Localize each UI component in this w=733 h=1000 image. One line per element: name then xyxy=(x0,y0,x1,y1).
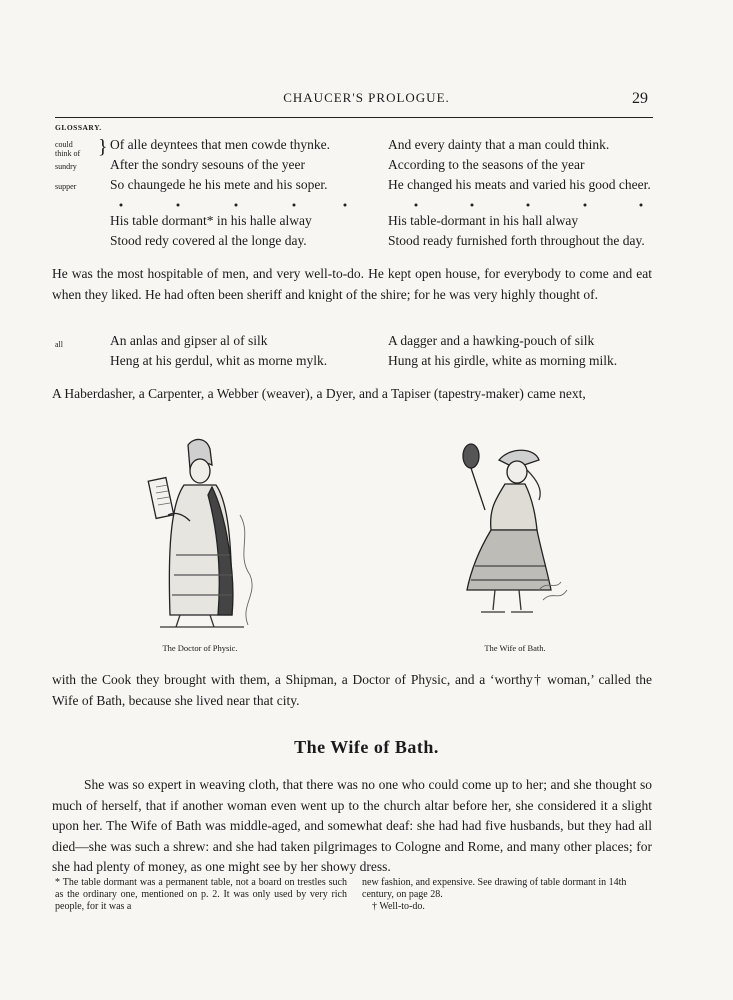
illustration-caption: The Doctor of Physic. xyxy=(162,643,238,653)
footnote-dagger: † Well-to-do. xyxy=(372,901,425,912)
prose-text: A Haberdasher, a Carpenter, a Webber (weaver), a Dyer, and a Tapiser (tapestry-maker) came next, xyxy=(52,386,586,401)
verse-line-modern: According to the seasons of the year xyxy=(388,157,585,172)
prose-paragraph xyxy=(52,383,652,404)
verse-line-modern: Stood ready furnished forth throughout the day. xyxy=(388,233,645,248)
glossary-term: could xyxy=(55,140,73,149)
verse-line-me: Of alle deyntees that men cowde thynke. xyxy=(110,137,331,152)
glossary-term: all xyxy=(55,340,63,349)
glossary-label: GLOSSARY. xyxy=(55,123,102,132)
page-number: 29 xyxy=(632,90,648,107)
footnote-text: * The table dormant was a permanent table, not a board on trestles such as the ordinary one, mentioned on p. 2. It was only used by very rich people, for it was a xyxy=(55,877,347,912)
header-rule xyxy=(55,117,653,118)
prose-text: He was the most hospitable of men, and very well-to-do. He kept open house, for everybody to come and eat when they liked. He had often been sheriff and knight of the shire; for he was very highly thought of. xyxy=(52,266,652,302)
footnote-right xyxy=(362,877,654,913)
footnote-left xyxy=(55,877,347,913)
illustration-caption: The Wife of Bath. xyxy=(484,643,546,653)
glossary-term: sundry xyxy=(55,162,77,171)
section-heading: The Wife of Bath. xyxy=(294,737,439,757)
body-paragraph xyxy=(52,775,652,878)
verse-line-modern: He changed his meats and varied his good cheer. xyxy=(388,177,651,192)
wife-of-bath-illustration xyxy=(455,440,575,630)
verse-line-me: His table dormant* in his halle alway xyxy=(110,213,312,228)
prose-text: with the Cook they brought with them, a Shipman, a Doctor of Physic, and a ‘worthy† woman,’ called the Wife of Bath, because she lived near that city. xyxy=(52,672,652,708)
verse-line-modern: His table-dormant in his hall alway xyxy=(388,213,579,228)
prose-paragraph xyxy=(52,263,652,305)
verse-line-modern: And every dainty that a man could think. xyxy=(388,137,610,152)
running-header: CHAUCER'S PROLOGUE. xyxy=(283,90,450,105)
verse-line-modern: A dagger and a hawking-pouch of silk xyxy=(388,333,595,348)
body-text: She was so expert in weaving cloth, that there was no one who could come up to her; and she thought so much of herself, that if another woman even went up to the church altar before her, she considered it a slight upon her. The Wife of Bath was middle-aged, and somewhat deaf: she had had five husbands, but they had all died—she was such a shrew: and she had taken pilgrimages to Cologne and Rome, and many other places; for she had plenty of money, as one might see by her showy dress. xyxy=(52,777,652,874)
verse-line-me: An anlas and gipser al of silk xyxy=(110,333,268,348)
glossary-term: think of xyxy=(55,149,81,158)
verse-line-me: After the sondry sesouns of the yeer xyxy=(110,157,305,172)
verse-line-modern: Hung at his girdle, white as morning milk. xyxy=(388,353,618,368)
glossary-term: supper xyxy=(55,182,77,191)
glossary-brace: } xyxy=(98,136,108,158)
verse-line-me: So chaungede he his mete and his soper. xyxy=(110,177,328,192)
verse-line-me: Stood redy covered al the longe day. xyxy=(110,233,307,248)
verse-line-me: Heng at his gerdul, whit as morne mylk. xyxy=(110,353,328,368)
prose-paragraph xyxy=(52,669,652,711)
footnote-text: new fashion, and expensive. See drawing of table dormant in 14th century, on page 28. xyxy=(362,877,627,900)
doctor-of-physic-illustration xyxy=(140,435,260,635)
